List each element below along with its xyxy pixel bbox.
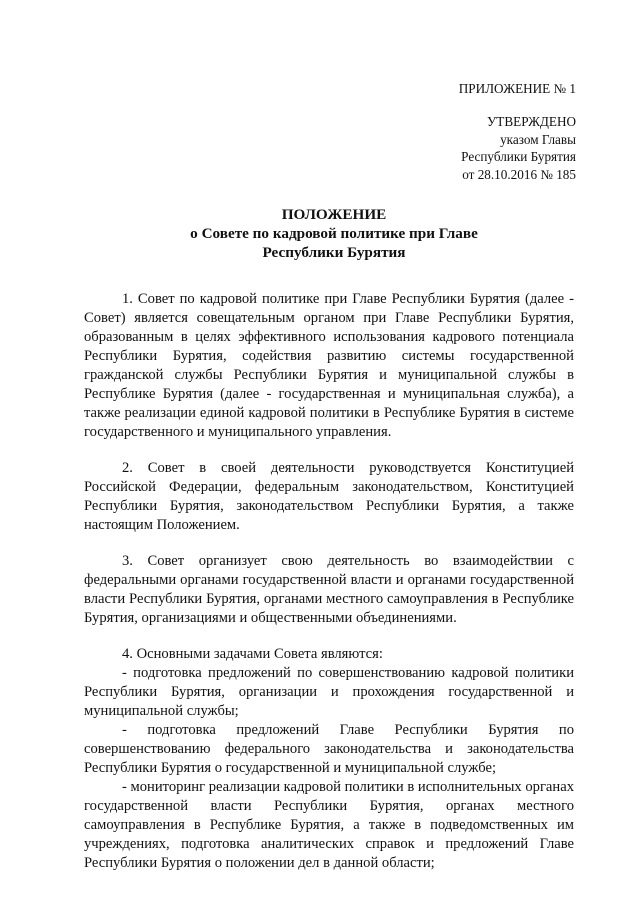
title-subtitle: о Совете по кадровой политике при Главе — [190, 225, 478, 242]
approved-line: от 28.10.2016 № 185 — [462, 166, 576, 182]
approved-line: УТВЕРЖДЕНО — [486, 114, 576, 129]
paragraph: 2. Совет в своей деятельности руководствуется Конституцией Российской Федерации, федеральным законодательством, Конституцией Республики Бурятия, законодательством Республики Бурятия, а также настоящим Положением. — [84, 460, 574, 533]
task-item: - мониторинг реализации кадровой политики в исполнительных органах государственной власти Республики Бурятия, органах местного самоуправления в Республике Бурятия, а также в подведомственных им учреждениях, подготовка аналитических справок и предложений Главе Республики Бурятия о положении дел в данной области; — [84, 779, 574, 871]
approved-line: Республики Бурятия — [461, 149, 576, 164]
task-item: - подготовка предложений по совершенствованию кадровой политики Республики Бурятия, организации и прохождения государственной и муниципальной службы; — [84, 665, 574, 719]
document-body — [84, 290, 574, 873]
tasks-lead: 4. Основными задачами Совета являются: — [122, 646, 383, 662]
document-title — [84, 205, 584, 262]
annex-label: ПРИЛОЖЕНИЕ № 1 — [458, 81, 576, 96]
approved-line: указом Главы — [500, 131, 576, 147]
paragraph: 1. Совет по кадровой политике при Главе Республики Бурятия (далее - Совет) является совещательным органом при Главе Республики Бурятия, образованным в целях эффективного использования кадрового потенциала Республики Бурятия, содействия развитию системы государственной гражданской службы Республики Бурятия и муниципальной службы в Республике Бурятия (далее - государственная и муниципальная служба), а также реализации единой кадровой политики в Республике Бурятия в системе государственного и муниципального управления. — [84, 291, 574, 440]
paragraph: 3. Совет организует свою деятельность во взаимодействии с федеральными органами государственной власти и органами государственной власти Республики Бурятия, органами местного самоуправления в Республике Бурятия, организациями и общественными объединениями. — [84, 553, 574, 626]
title-main: ПОЛОЖЕНИЕ — [281, 206, 387, 223]
task-item: - подготовка предложений Главе Республики Бурятия по совершенствованию федерального законодательства и законодательства Республики Бурятия о государственной и муниципальной службе; — [84, 722, 574, 776]
approval-stamp — [0, 113, 576, 183]
title-subtitle: Республики Бурятия — [262, 244, 406, 261]
